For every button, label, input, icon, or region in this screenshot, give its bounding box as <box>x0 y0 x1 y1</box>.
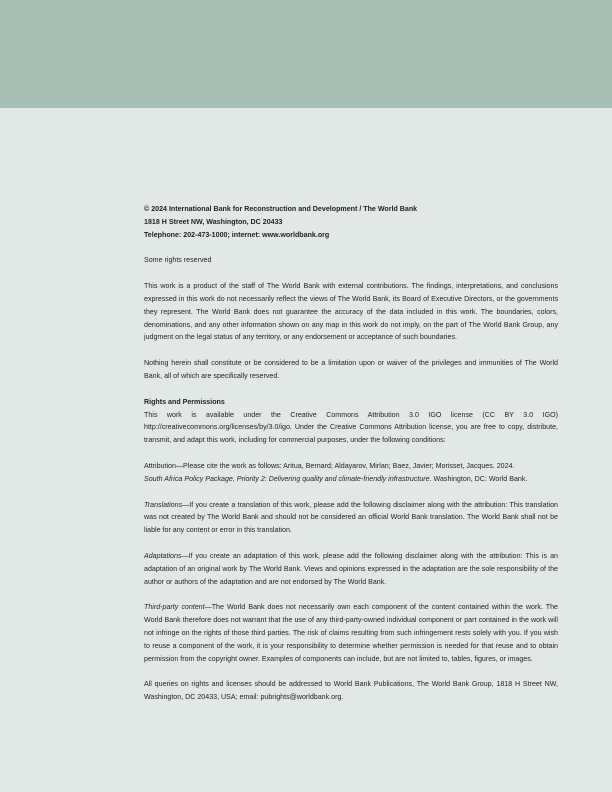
third-party-paragraph <box>144 601 558 665</box>
adaptations-label: Adaptations <box>144 551 182 560</box>
copyright-page-content <box>144 203 558 704</box>
third-party-text: —The World Bank does not necessarily own each component of the content contained within the work. The World Bank therefore does not warrant that the use of any third-party-owned individual component or part contained in the work will not infringe on the rights of those third parties. The risk of claims resulting from such infringement rests solely with you. If you wish to reuse a component of the work, it is your responsibility to determine whether permission is needed for that reuse and to obtain permission from the copyright owner. Examples of components can include, but are not limited to, tables, figures, or images. <box>144 603 558 663</box>
queries-paragraph: All queries on rights and licenses should be addressed to World Bank Publications, The World Bank Group, 1818 H Street NW, Washington, DC 20433, USA; email: pubrights@worldbank.org. <box>144 680 558 702</box>
translations-text: —If you create a translation of this work, please add the following disclaimer along with the attribution: This translation was not created by The World Bank and should not be considered an official World Bank translation. The World Bank shall not be liable for any content or error in this translation. <box>144 500 558 535</box>
translations-label: Translations <box>144 500 183 509</box>
translations-paragraph <box>144 499 558 537</box>
header-band <box>0 0 612 108</box>
rights-permissions-body: This work is available under the Creative Commons Attribution 3.0 IGO license (CC BY 3.0 IGO) http://creativecommons.org/licenses/by/3.0/igo. Under the Creative Commons Attribution license, you are free to copy, distribute, transmit, and adapt this work, including for commercial purposes, under the following conditions: <box>144 410 558 445</box>
adaptations-paragraph <box>144 550 558 588</box>
contact-line: Telephone: 202-473-1000; internet: www.worldbank.org <box>144 230 330 239</box>
rights-permissions-heading: Rights and Permissions <box>144 397 225 406</box>
copyright-line: © 2024 International Bank for Reconstruction and Development / The World Bank <box>144 205 418 213</box>
rights-reserved: Some rights reserved <box>144 256 212 265</box>
adaptations-text: —If you create an adaptation of this work, please add the following disclaimer along with the attribution: This is an adaptation of an original work by The World Bank. Views and opinions expressed in the adaptation are the sole responsibility of the author or authors of the adaptation and are not endorsed by The World Bank. <box>144 551 558 586</box>
address-line: 1818 H Street NW, Washington, DC 20433 <box>144 217 283 226</box>
attribution-title: South Africa Policy Package, Priority 2: Delivering quality and climate-friendly infrastructure <box>144 474 430 483</box>
disclaimer-paragraph: This work is a product of the staff of The World Bank with external contributions. The findings, interpretations, and conclusions expressed in this work do not necessarily reflect the views of The World Bank, its Board of Executive Directors, or the governments they represent. The World Bank does not guarantee the accuracy of the data included in this work. The boundaries, colors, denominations, and any other information shown on any map in this work do not imply, on the part of The World Bank Group, any judgment on the legal status of any territory, or any endorsement or acceptance of such boundaries. <box>144 282 558 342</box>
attribution-lead: Attribution—Please cite the work as follows: Aritua, Bernard; Aldayarov, Mirlan; Baez, Javier; Morisset, Jacques. 2024. <box>144 461 515 470</box>
privileges-paragraph: Nothing herein shall constitute or be considered to be a limitation upon or waiver of the privileges and immunities of The World Bank, all of which are specifically reserved. <box>144 359 558 380</box>
attribution-paragraph <box>144 460 558 486</box>
attribution-tail: . Washington, DC: World Bank. <box>429 474 528 483</box>
third-party-label: Third-party content <box>144 603 205 612</box>
